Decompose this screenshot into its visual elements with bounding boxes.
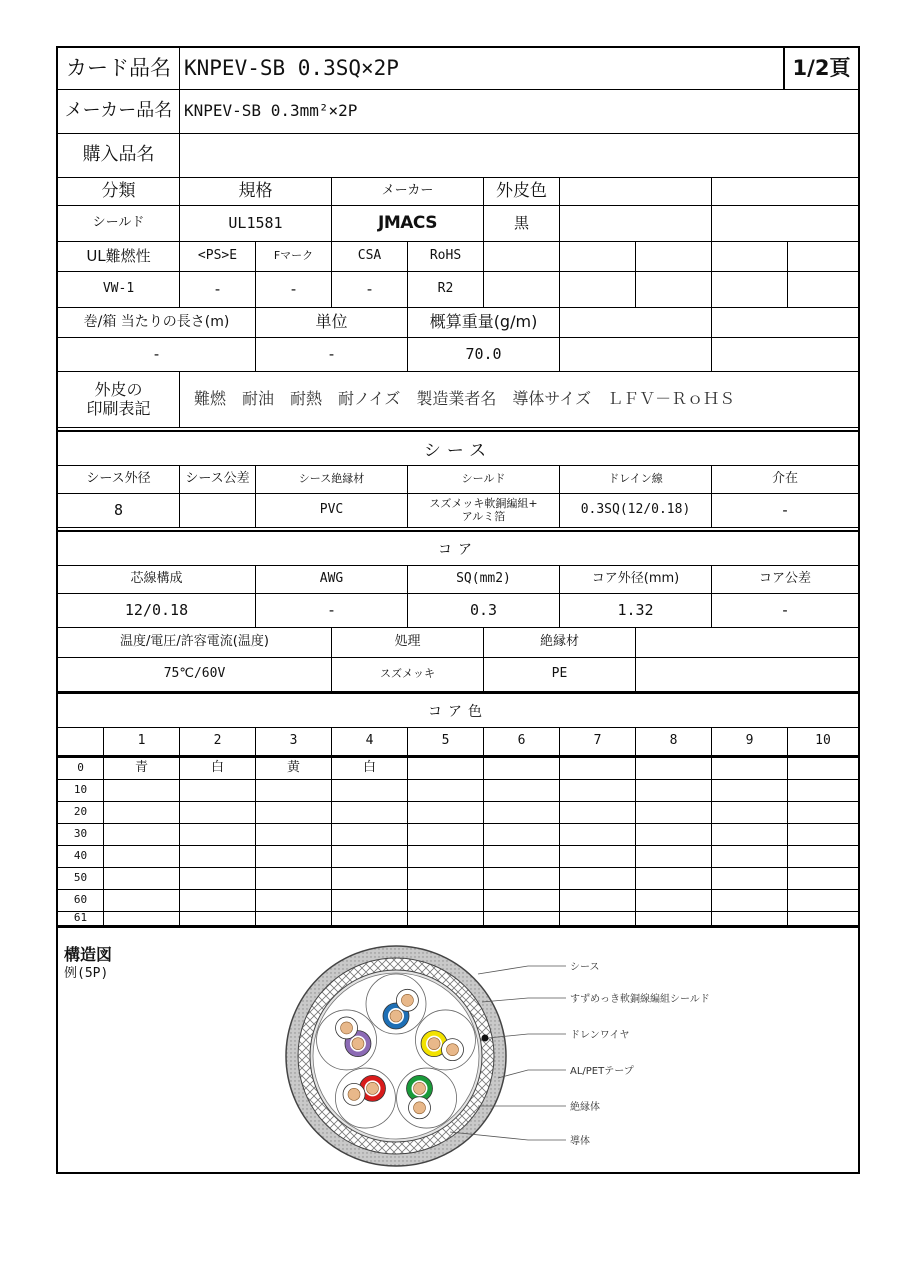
color-cell bbox=[636, 780, 712, 802]
color-cell bbox=[256, 780, 332, 802]
print-marking-value: 難燃 耐油 耐熱 耐ノイズ 製造業者名 導体サイズ ＬＦＶ－ＲｏＨＳ bbox=[180, 372, 858, 428]
color-column-header: 7 bbox=[560, 728, 636, 756]
filler-header: 介在 bbox=[712, 466, 858, 494]
color-cell bbox=[180, 912, 256, 926]
rohs-value: R2 bbox=[408, 272, 484, 308]
conductor bbox=[366, 1082, 378, 1094]
color-cell bbox=[256, 868, 332, 890]
card-name-label: カード品名 bbox=[58, 48, 180, 90]
color-cell bbox=[180, 846, 256, 868]
pse-value: - bbox=[180, 272, 256, 308]
length-value: - bbox=[58, 338, 256, 372]
color-cell bbox=[332, 802, 408, 824]
core-tol-value: - bbox=[712, 594, 858, 628]
conductor bbox=[414, 1082, 426, 1094]
color-cell bbox=[788, 802, 858, 824]
card-name-value: KNPEV-SB 0.3SQ×2P bbox=[180, 48, 784, 90]
color-column-header: 8 bbox=[636, 728, 712, 756]
awg-header: AWG bbox=[256, 566, 408, 594]
core-ins-header: 絶縁材 bbox=[484, 628, 636, 658]
treatment-value: スズメッキ bbox=[332, 658, 484, 692]
sheath-ins-header: シース絶縁材 bbox=[256, 466, 408, 494]
print-label bbox=[58, 372, 180, 428]
conductor bbox=[341, 1022, 353, 1034]
color-column-header: 5 bbox=[408, 728, 484, 756]
color-cell bbox=[256, 824, 332, 846]
color-cell bbox=[256, 802, 332, 824]
color-cell bbox=[712, 890, 788, 912]
color-cell bbox=[712, 846, 788, 868]
conductor bbox=[414, 1102, 426, 1114]
blank-cell bbox=[712, 338, 858, 372]
color-cell bbox=[180, 824, 256, 846]
color-cell bbox=[560, 824, 636, 846]
color-cell bbox=[332, 890, 408, 912]
color-cell bbox=[408, 868, 484, 890]
f-mark-header: Fマーク bbox=[256, 242, 332, 272]
sheath-od-value: 8 bbox=[58, 494, 180, 528]
color-cell: 白 bbox=[332, 758, 408, 780]
color-cell bbox=[104, 868, 180, 890]
treatment-header: 処理 bbox=[332, 628, 484, 658]
color-cell bbox=[636, 758, 712, 780]
color-row-label: 61 bbox=[58, 912, 104, 926]
shield-value-line1: スズメッキ軟銅編組+ bbox=[429, 496, 538, 510]
color-column-header: 6 bbox=[484, 728, 560, 756]
color-cell bbox=[788, 846, 858, 868]
color-cell bbox=[712, 780, 788, 802]
color-cell bbox=[788, 912, 858, 926]
csa-value: - bbox=[332, 272, 408, 308]
purchase-name-value bbox=[180, 134, 858, 178]
shield-value-line2: アルミ箔 bbox=[461, 509, 506, 523]
blank-cell bbox=[636, 628, 858, 658]
blank-cell bbox=[484, 272, 560, 308]
spec-sheet bbox=[56, 46, 860, 1174]
color-table-corner bbox=[58, 728, 104, 756]
blank-cell bbox=[560, 242, 636, 272]
color-cell bbox=[560, 758, 636, 780]
color-cell bbox=[484, 780, 560, 802]
csa-header: CSA bbox=[332, 242, 408, 272]
color-column-header: 10 bbox=[788, 728, 858, 756]
unit-value: - bbox=[256, 338, 408, 372]
blank-cell bbox=[712, 178, 858, 206]
color-cell bbox=[636, 846, 712, 868]
color-cell bbox=[712, 912, 788, 926]
color-cell bbox=[712, 868, 788, 890]
color-header: 外皮色 bbox=[484, 178, 560, 206]
drain-value: 0.3SQ(12/0.18) bbox=[560, 494, 712, 528]
color-row-label: 20 bbox=[58, 802, 104, 824]
color-cell bbox=[560, 912, 636, 926]
weight-value: 70.0 bbox=[408, 338, 560, 372]
f-mark-value: - bbox=[256, 272, 332, 308]
sheath-od-header: シース外径 bbox=[58, 466, 180, 494]
core-comp-header: 芯線構成 bbox=[58, 566, 256, 594]
color-cell bbox=[332, 868, 408, 890]
color-cell bbox=[104, 846, 180, 868]
print-label-line1: 外皮の bbox=[94, 380, 143, 400]
color-row-label: 30 bbox=[58, 824, 104, 846]
maker-name-label: メーカー品名 bbox=[58, 90, 180, 134]
color-row-label: 60 bbox=[58, 890, 104, 912]
color-cell bbox=[332, 846, 408, 868]
sheath-tol-header: シース公差 bbox=[180, 466, 256, 494]
color-cell bbox=[788, 758, 858, 780]
filler-value: - bbox=[712, 494, 858, 528]
structure-title: 構造図 bbox=[64, 945, 113, 964]
color-cell bbox=[408, 824, 484, 846]
sheath-ins-value: PVC bbox=[256, 494, 408, 528]
callout-label: ドレンワイヤ bbox=[570, 1030, 630, 1041]
page-number: 1/2頁 bbox=[784, 48, 858, 90]
temp-header: 温度/電圧/許容電流(温度) bbox=[58, 628, 332, 658]
core-comp-value: 12/0.18 bbox=[58, 594, 256, 628]
shield-value bbox=[408, 494, 560, 528]
color-cell bbox=[256, 890, 332, 912]
color-cell bbox=[180, 890, 256, 912]
color-row-label: 0 bbox=[58, 758, 104, 780]
color-cell bbox=[712, 802, 788, 824]
color-cell bbox=[560, 802, 636, 824]
color-cell bbox=[408, 758, 484, 780]
color-cell bbox=[484, 824, 560, 846]
drain-header: ドレイン線 bbox=[560, 466, 712, 494]
color-cell bbox=[712, 758, 788, 780]
maker-value: JMACS bbox=[332, 206, 484, 242]
core-tol-header: コア公差 bbox=[712, 566, 858, 594]
color-cell bbox=[408, 802, 484, 824]
color-cell bbox=[560, 780, 636, 802]
category-header: 分類 bbox=[58, 178, 180, 206]
color-cell bbox=[788, 890, 858, 912]
sq-value: 0.3 bbox=[408, 594, 560, 628]
shield-header: シールド bbox=[408, 466, 560, 494]
drain-wire bbox=[482, 1035, 489, 1042]
callout-label: AL/PETテープ bbox=[570, 1066, 634, 1077]
blank-cell bbox=[636, 242, 712, 272]
color-cell bbox=[560, 890, 636, 912]
color-cell bbox=[484, 846, 560, 868]
color-cell bbox=[256, 912, 332, 926]
weight-header: 概算重量(g/m) bbox=[408, 308, 560, 338]
color-cell bbox=[104, 890, 180, 912]
color-cell bbox=[408, 890, 484, 912]
callout-label: 導体 bbox=[570, 1136, 590, 1147]
standard-header: 規格 bbox=[180, 178, 332, 206]
color-cell bbox=[104, 912, 180, 926]
color-cell bbox=[636, 912, 712, 926]
color-cell bbox=[636, 802, 712, 824]
core-section-title: コア bbox=[58, 532, 858, 566]
callout-leader bbox=[478, 966, 566, 974]
conductor bbox=[352, 1038, 364, 1050]
callout-leader bbox=[498, 1070, 566, 1078]
conductor bbox=[390, 1010, 402, 1022]
blank-cell bbox=[788, 272, 858, 308]
color-row-label: 10 bbox=[58, 780, 104, 802]
standard-value: UL1581 bbox=[180, 206, 332, 242]
core-od-value: 1.32 bbox=[560, 594, 712, 628]
color-cell bbox=[484, 802, 560, 824]
color-cell bbox=[712, 824, 788, 846]
color-cell bbox=[408, 780, 484, 802]
color-cell bbox=[484, 890, 560, 912]
blank-cell bbox=[636, 272, 712, 308]
temp-value: 75℃/60V bbox=[58, 658, 332, 692]
color-cell bbox=[636, 868, 712, 890]
color-cell bbox=[560, 846, 636, 868]
category-value: シールド bbox=[58, 206, 180, 242]
conductor bbox=[348, 1088, 360, 1100]
length-header: 巻/箱 当たりの長さ(m) bbox=[58, 308, 256, 338]
color-cell bbox=[332, 824, 408, 846]
color-cell bbox=[788, 868, 858, 890]
blank-cell bbox=[560, 272, 636, 308]
callout-leader bbox=[482, 998, 566, 1002]
blank-cell bbox=[712, 308, 858, 338]
core-color-title: コア色 bbox=[58, 694, 858, 728]
sheath-section-title: シース bbox=[58, 432, 858, 466]
unit-header: 単位 bbox=[256, 308, 408, 338]
color-column-header: 3 bbox=[256, 728, 332, 756]
blank-cell bbox=[712, 242, 788, 272]
color-cell bbox=[788, 824, 858, 846]
color-cell bbox=[332, 780, 408, 802]
color-cell bbox=[256, 846, 332, 868]
callout-label: すずめっき軟銅線編組シールド bbox=[570, 994, 710, 1005]
color-cell bbox=[560, 868, 636, 890]
conductor bbox=[428, 1038, 440, 1050]
core-ins-value: PE bbox=[484, 658, 636, 692]
conductor bbox=[401, 994, 413, 1006]
color-cell bbox=[636, 890, 712, 912]
purchase-name-label: 購入品名 bbox=[58, 134, 180, 178]
color-value: 黒 bbox=[484, 206, 560, 242]
color-cell bbox=[636, 824, 712, 846]
callout-label: 絶縁体 bbox=[570, 1102, 600, 1113]
ul-value: VW-1 bbox=[58, 272, 180, 308]
blank-cell bbox=[560, 338, 712, 372]
core-od-header: コア外径(mm) bbox=[560, 566, 712, 594]
blank-cell bbox=[484, 242, 560, 272]
color-column-header: 2 bbox=[180, 728, 256, 756]
color-cell bbox=[484, 868, 560, 890]
color-cell: 白 bbox=[180, 758, 256, 780]
color-cell bbox=[408, 846, 484, 868]
color-cell bbox=[408, 912, 484, 926]
maker-name-value: KNPEV-SB 0.3mm²×2P bbox=[180, 90, 858, 134]
print-label-line2: 印刷表記 bbox=[86, 398, 151, 418]
color-cell bbox=[484, 912, 560, 926]
color-cell: 黄 bbox=[256, 758, 332, 780]
blank-cell bbox=[712, 206, 858, 242]
blank-cell bbox=[560, 178, 712, 206]
ul-header: UL難燃性 bbox=[58, 242, 180, 272]
blank-cell bbox=[560, 206, 712, 242]
color-cell bbox=[332, 912, 408, 926]
cable-cross-section-diagram bbox=[58, 928, 858, 1172]
blank-cell bbox=[712, 272, 788, 308]
color-cell: 青 bbox=[104, 758, 180, 780]
pse-header: <PS>E bbox=[180, 242, 256, 272]
color-column-header: 4 bbox=[332, 728, 408, 756]
color-cell bbox=[104, 802, 180, 824]
rohs-header: RoHS bbox=[408, 242, 484, 272]
color-cell bbox=[788, 780, 858, 802]
color-cell bbox=[484, 758, 560, 780]
structure-subtitle: 例(5P) bbox=[64, 966, 109, 981]
sheath-tol-value bbox=[180, 494, 256, 528]
conductor bbox=[447, 1044, 459, 1056]
color-column-header: 1 bbox=[104, 728, 180, 756]
blank-cell bbox=[560, 308, 712, 338]
color-column-header: 9 bbox=[712, 728, 788, 756]
awg-value: - bbox=[256, 594, 408, 628]
callout-label: シース bbox=[570, 962, 600, 973]
blank-cell bbox=[636, 658, 858, 692]
color-cell bbox=[180, 868, 256, 890]
color-cell bbox=[104, 780, 180, 802]
color-row-label: 50 bbox=[58, 868, 104, 890]
color-cell bbox=[104, 824, 180, 846]
maker-header: メーカー bbox=[332, 178, 484, 206]
sq-header: SQ(mm2) bbox=[408, 566, 560, 594]
color-cell bbox=[180, 802, 256, 824]
color-row-label: 40 bbox=[58, 846, 104, 868]
blank-cell bbox=[788, 242, 858, 272]
color-cell bbox=[180, 780, 256, 802]
